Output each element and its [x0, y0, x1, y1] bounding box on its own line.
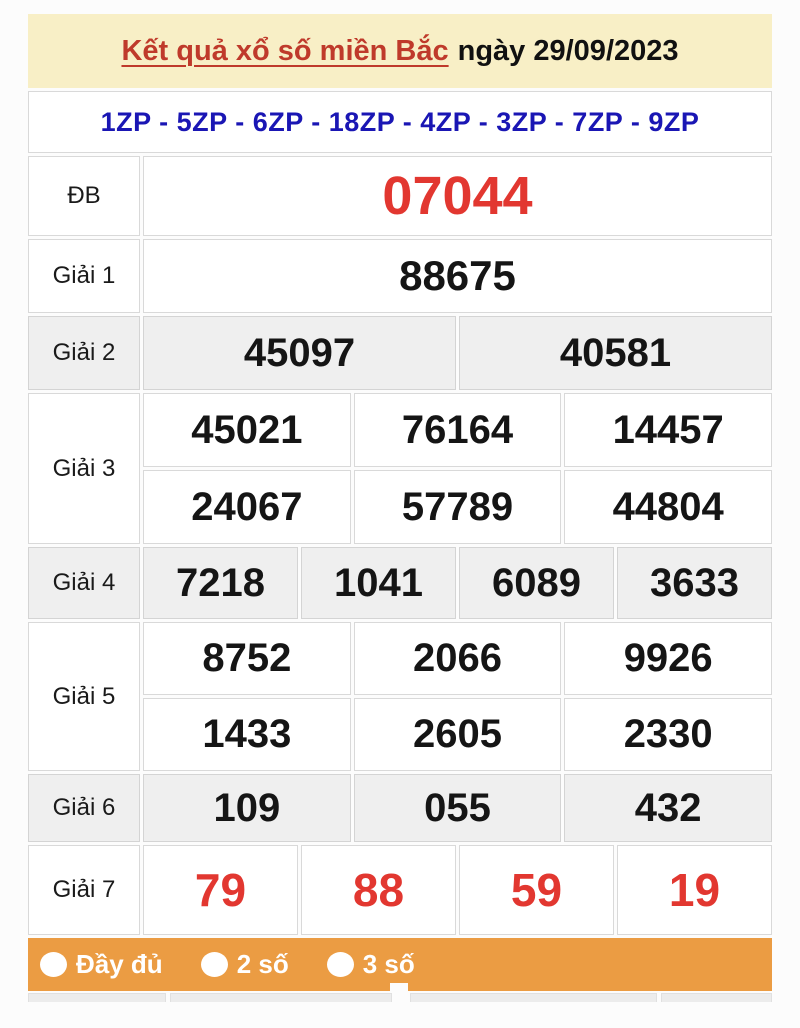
- prize-number: 57789: [354, 470, 562, 544]
- prize-number: 2066: [354, 622, 562, 695]
- prize-row-g1: [28, 239, 772, 313]
- prize-label-g6: Giải 6: [28, 774, 140, 842]
- prize-label-db: ĐB: [28, 156, 140, 236]
- prize-number: 40581: [459, 316, 772, 390]
- prize-row-g6: [28, 774, 772, 842]
- prize-number: 6089: [459, 547, 614, 619]
- prize-label-g5: Giải 5: [28, 622, 140, 771]
- radio-icon[interactable]: [40, 952, 67, 977]
- title-link[interactable]: Kết quả xổ số miền Bắc: [121, 34, 449, 67]
- prize-number: 45021: [143, 393, 351, 467]
- next-section-cell: [661, 993, 772, 1002]
- prize-label-g1: Giải 1: [28, 239, 140, 313]
- prize-number: 3633: [617, 547, 772, 619]
- prize-number: 432: [564, 774, 772, 842]
- filter-option-3[interactable]: [327, 949, 415, 980]
- next-section-cell: [410, 993, 657, 1002]
- prize-number: 45097: [143, 316, 456, 390]
- filter-option-label: 3 số: [362, 949, 415, 979]
- radio-icon[interactable]: [201, 952, 228, 977]
- prize-number: 109: [143, 774, 351, 842]
- prize-row-g7: [28, 845, 772, 935]
- next-section-edge: [28, 993, 772, 1002]
- prize-number: 1041: [301, 547, 456, 619]
- filter-option-label: Đầy đủ: [76, 949, 163, 979]
- codes-row: 1ZP - 5ZP - 6ZP - 18ZP - 4ZP - 3ZP - 7ZP - 9ZP: [28, 91, 772, 153]
- next-section-cell: [28, 993, 166, 1002]
- prize-row-g3: [28, 393, 772, 544]
- prize-table: [28, 156, 772, 935]
- filter-option-2[interactable]: [201, 949, 289, 980]
- prize-number: 88: [301, 845, 456, 935]
- prize-label-g7: Giải 7: [28, 845, 140, 935]
- filter-option-label: 2 số: [236, 949, 289, 979]
- prize-label-g2: Giải 2: [28, 316, 140, 390]
- prize-label-g4: Giải 4: [28, 547, 140, 619]
- prize-row-g2: [28, 316, 772, 390]
- prize-number: 44804: [564, 470, 772, 544]
- prize-number: 88675: [143, 239, 772, 313]
- prize-number: 2605: [354, 698, 562, 771]
- prize-row-g4: [28, 547, 772, 619]
- prize-number: 8752: [143, 622, 351, 695]
- radio-icon[interactable]: [327, 952, 354, 977]
- filter-option-1[interactable]: [40, 949, 163, 980]
- prize-number: 14457: [564, 393, 772, 467]
- prize-number: 79: [143, 845, 298, 935]
- prize-number: 1433: [143, 698, 351, 771]
- prize-number: 07044: [143, 156, 772, 236]
- prize-number: 59: [459, 845, 614, 935]
- prize-number: 7218: [143, 547, 298, 619]
- title-date: ngày 29/09/2023: [457, 34, 679, 67]
- prize-number: 24067: [143, 470, 351, 544]
- prize-number: 055: [354, 774, 562, 842]
- prize-number: 9926: [564, 622, 772, 695]
- prize-row-g5: [28, 622, 772, 771]
- notch: [390, 983, 408, 991]
- filter-bar: [28, 938, 772, 991]
- prize-number: 19: [617, 845, 772, 935]
- prize-label-g3: Giải 3: [28, 393, 140, 544]
- page-title: [28, 14, 772, 88]
- prize-number: 76164: [354, 393, 562, 467]
- prize-number: 2330: [564, 698, 772, 771]
- prize-row-db: [28, 156, 772, 236]
- next-section-cell: [170, 993, 392, 1002]
